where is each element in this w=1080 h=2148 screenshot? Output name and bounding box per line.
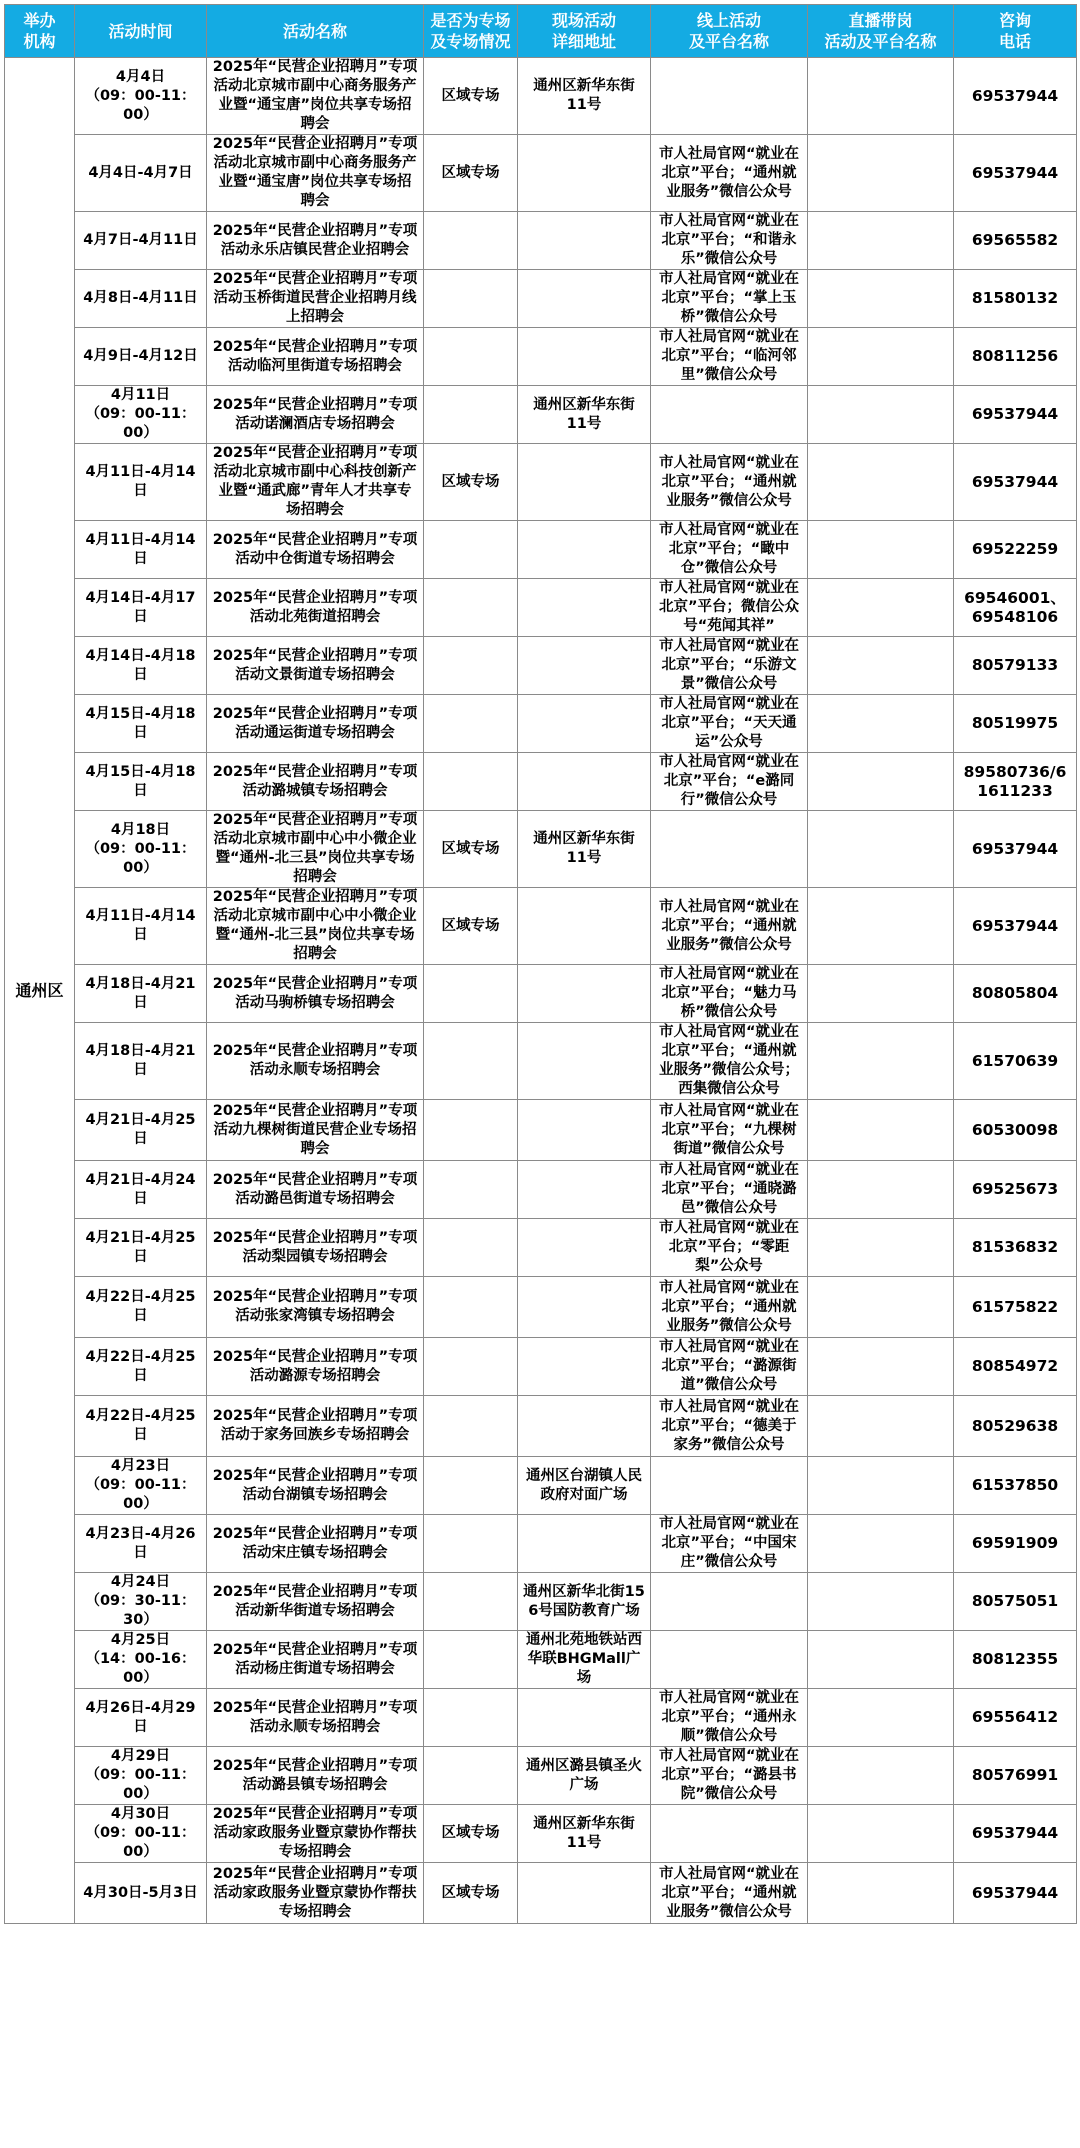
table-row — [5, 888, 1077, 965]
online-platform-cell: 市人社局官网“就业在北京”平台；“通州就业服务”微信公众号 — [651, 1277, 808, 1338]
event-time-cell: 4月23日-4月26日 — [75, 1515, 207, 1573]
special-type-cell — [424, 1396, 518, 1457]
live-platform-cell — [808, 1747, 954, 1805]
address-cell: 通州区新华北街156号国防教育广场 — [518, 1573, 651, 1631]
event-name-cell: 2025年“民营企业招聘月”专项活动永顺专场招聘会 — [207, 1689, 424, 1747]
phone-cell: 61570639 — [954, 1023, 1077, 1100]
header-online: 线上活动 及平台名称 — [651, 5, 808, 58]
table-row — [5, 1805, 1077, 1863]
phone-cell: 69537944 — [954, 1805, 1077, 1863]
event-name-cell: 2025年“民营企业招聘月”专项活动台湖镇专场招聘会 — [207, 1457, 424, 1515]
table-body — [5, 58, 1077, 1924]
live-platform-cell — [808, 58, 954, 135]
event-name-cell: 2025年“民营企业招聘月”专项活动杨庄街道专场招聘会 — [207, 1631, 424, 1689]
event-name-cell: 2025年“民营企业招聘月”专项活动文景街道专场招聘会 — [207, 637, 424, 695]
phone-cell: 89580736/61611233 — [954, 753, 1077, 811]
address-cell — [518, 270, 651, 328]
table-row — [5, 444, 1077, 521]
online-platform-cell: 市人社局官网“就业在北京”平台；“通晓潞邑”微信公众号 — [651, 1161, 808, 1219]
address-cell — [518, 1219, 651, 1277]
table-row — [5, 1100, 1077, 1161]
special-type-cell — [424, 753, 518, 811]
phone-cell: 69591909 — [954, 1515, 1077, 1573]
header-phone: 咨询 电话 — [954, 5, 1077, 58]
live-platform-cell — [808, 1219, 954, 1277]
special-type-cell — [424, 695, 518, 753]
special-type-cell — [424, 1338, 518, 1396]
event-time-cell: 4月23日 （09：00-11： 00） — [75, 1457, 207, 1515]
special-type-cell — [424, 212, 518, 270]
event-time-cell: 4月11日-4月14日 — [75, 888, 207, 965]
phone-cell: 69537944 — [954, 386, 1077, 444]
event-time-cell: 4月24日 （09：30-11： 30） — [75, 1573, 207, 1631]
online-platform-cell — [651, 1631, 808, 1689]
event-name-cell: 2025年“民营企业招聘月”专项活动家政服务业暨京蒙协作帮扶专场招聘会 — [207, 1863, 424, 1924]
special-type-cell: 区域专场 — [424, 444, 518, 521]
phone-cell: 69537944 — [954, 135, 1077, 212]
event-time-cell: 4月21日-4月25日 — [75, 1219, 207, 1277]
address-cell — [518, 328, 651, 386]
event-time-cell: 4月25日 （14：00-16： 00） — [75, 1631, 207, 1689]
online-platform-cell: 市人社局官网“就业在北京”平台；“e潞同行”微信公众号 — [651, 753, 808, 811]
live-platform-cell — [808, 135, 954, 212]
address-cell: 通州区台湖镇人民政府对面广场 — [518, 1457, 651, 1515]
table-row — [5, 1689, 1077, 1747]
event-name-cell: 2025年“民营企业招聘月”专项活动永顺专场招聘会 — [207, 1023, 424, 1100]
event-name-cell: 2025年“民营企业招聘月”专项活动新华街道专场招聘会 — [207, 1573, 424, 1631]
table-row — [5, 965, 1077, 1023]
event-name-cell: 2025年“民营企业招聘月”专项活动北京城市副中心科技创新产业暨“通武廊”青年人才共享专场招聘会 — [207, 444, 424, 521]
phone-cell: 69546001、69548106 — [954, 579, 1077, 637]
special-type-cell — [424, 579, 518, 637]
table-row — [5, 1219, 1077, 1277]
event-time-cell: 4月4日 （09：00-11： 00） — [75, 58, 207, 135]
special-type-cell — [424, 386, 518, 444]
address-cell — [518, 965, 651, 1023]
event-name-cell: 2025年“民营企业招聘月”专项活动于家务回族乡专场招聘会 — [207, 1396, 424, 1457]
special-type-cell — [424, 270, 518, 328]
phone-cell: 69537944 — [954, 444, 1077, 521]
online-platform-cell: 市人社局官网“就业在北京”平台；“和谐永乐”微信公众号 — [651, 212, 808, 270]
event-name-cell: 2025年“民营企业招聘月”专项活动梨园镇专场招聘会 — [207, 1219, 424, 1277]
phone-cell: 81536832 — [954, 1219, 1077, 1277]
phone-cell: 80519975 — [954, 695, 1077, 753]
table-row — [5, 521, 1077, 579]
online-platform-cell: 市人社局官网“就业在北京”平台；“通州永顺”微信公众号 — [651, 1689, 808, 1747]
special-type-cell: 区域专场 — [424, 888, 518, 965]
event-time-cell: 4月11日-4月14日 — [75, 521, 207, 579]
table-row — [5, 328, 1077, 386]
event-name-cell: 2025年“民营企业招聘月”专项活动永乐店镇民营企业招聘会 — [207, 212, 424, 270]
event-time-cell: 4月15日-4月18日 — [75, 753, 207, 811]
event-name-cell: 2025年“民营企业招聘月”专项活动北京城市副中心商务服务产业暨“通宝唐”岗位共享专场招聘会 — [207, 135, 424, 212]
phone-cell: 69556412 — [954, 1689, 1077, 1747]
online-platform-cell: 市人社局官网“就业在北京”平台；“魅力马桥”微信公众号 — [651, 965, 808, 1023]
phone-cell: 80805804 — [954, 965, 1077, 1023]
event-name-cell: 2025年“民营企业招聘月”专项活动张家湾镇专场招聘会 — [207, 1277, 424, 1338]
table-row — [5, 695, 1077, 753]
phone-cell: 80529638 — [954, 1396, 1077, 1457]
address-cell — [518, 1515, 651, 1573]
live-platform-cell — [808, 1573, 954, 1631]
table-row — [5, 1396, 1077, 1457]
special-type-cell — [424, 1457, 518, 1515]
special-type-cell: 区域专场 — [424, 58, 518, 135]
online-platform-cell: 市人社局官网“就业在北京”平台；“通州就业服务”微信公众号 — [651, 444, 808, 521]
address-cell — [518, 1161, 651, 1219]
online-platform-cell: 市人社局官网“就业在北京”平台；“通州就业服务”微信公众号 — [651, 1863, 808, 1924]
event-time-cell: 4月22日-4月25日 — [75, 1396, 207, 1457]
phone-cell: 69537944 — [954, 888, 1077, 965]
address-cell — [518, 888, 651, 965]
event-time-cell: 4月22日-4月25日 — [75, 1338, 207, 1396]
phone-cell: 69537944 — [954, 1863, 1077, 1924]
header-address: 现场活动 详细地址 — [518, 5, 651, 58]
address-cell — [518, 444, 651, 521]
special-type-cell — [424, 965, 518, 1023]
event-name-cell: 2025年“民营企业招聘月”专项活动诺澜酒店专场招聘会 — [207, 386, 424, 444]
live-platform-cell — [808, 1631, 954, 1689]
special-type-cell — [424, 328, 518, 386]
live-platform-cell — [808, 328, 954, 386]
event-name-cell: 2025年“民营企业招聘月”专项活动潞城镇专场招聘会 — [207, 753, 424, 811]
live-platform-cell — [808, 888, 954, 965]
online-platform-cell: 市人社局官网“就业在北京”平台；“通州就业服务”微信公众号 — [651, 135, 808, 212]
online-platform-cell: 市人社局官网“就业在北京”平台；微信公众号“苑闻其祥” — [651, 579, 808, 637]
live-platform-cell — [808, 521, 954, 579]
phone-cell: 80812355 — [954, 1631, 1077, 1689]
table-row — [5, 1161, 1077, 1219]
phone-cell: 61575822 — [954, 1277, 1077, 1338]
live-platform-cell — [808, 212, 954, 270]
live-platform-cell — [808, 1805, 954, 1863]
special-type-cell — [424, 1631, 518, 1689]
organizer-cell: 通州区 — [5, 58, 75, 1924]
special-type-cell: 区域专场 — [424, 1805, 518, 1863]
online-platform-cell — [651, 1805, 808, 1863]
event-table — [4, 4, 1077, 1924]
phone-cell: 61537850 — [954, 1457, 1077, 1515]
table-row — [5, 1515, 1077, 1573]
special-type-cell — [424, 637, 518, 695]
header-special: 是否为专场 及专场情况 — [424, 5, 518, 58]
event-name-cell: 2025年“民营企业招聘月”专项活动北京城市副中心商务服务产业暨“通宝唐”岗位共享专场招聘会 — [207, 58, 424, 135]
special-type-cell — [424, 1277, 518, 1338]
online-platform-cell — [651, 386, 808, 444]
special-type-cell — [424, 521, 518, 579]
event-name-cell: 2025年“民营企业招聘月”专项活动马驹桥镇专场招聘会 — [207, 965, 424, 1023]
event-time-cell: 4月14日-4月18日 — [75, 637, 207, 695]
address-cell: 通州区新华东街 11号 — [518, 58, 651, 135]
live-platform-cell — [808, 1161, 954, 1219]
event-time-cell: 4月21日-4月25日 — [75, 1100, 207, 1161]
online-platform-cell: 市人社局官网“就业在北京”平台；“掌上玉桥”微信公众号 — [651, 270, 808, 328]
event-name-cell: 2025年“民营企业招聘月”专项活动临河里街道专场招聘会 — [207, 328, 424, 386]
table-row — [5, 1457, 1077, 1515]
live-platform-cell — [808, 637, 954, 695]
online-platform-cell: 市人社局官网“就业在北京”平台；“天天通运”公众号 — [651, 695, 808, 753]
online-platform-cell — [651, 1457, 808, 1515]
event-time-cell: 4月7日-4月11日 — [75, 212, 207, 270]
table-row — [5, 1338, 1077, 1396]
event-time-cell: 4月30日-5月3日 — [75, 1863, 207, 1924]
live-platform-cell — [808, 386, 954, 444]
table-row — [5, 1863, 1077, 1924]
live-platform-cell — [808, 579, 954, 637]
event-time-cell: 4月30日 （09：00-11： 00） — [75, 1805, 207, 1863]
live-platform-cell — [808, 270, 954, 328]
special-type-cell — [424, 1689, 518, 1747]
event-name-cell: 2025年“民营企业招聘月”专项活动潞邑街道专场招聘会 — [207, 1161, 424, 1219]
special-type-cell — [424, 1515, 518, 1573]
table-row — [5, 1277, 1077, 1338]
phone-cell: 80811256 — [954, 328, 1077, 386]
event-time-cell: 4月22日-4月25日 — [75, 1277, 207, 1338]
event-time-cell: 4月4日-4月7日 — [75, 135, 207, 212]
table-row — [5, 135, 1077, 212]
event-time-cell: 4月18日-4月21日 — [75, 965, 207, 1023]
header-organizer: 举办 机构 — [5, 5, 75, 58]
table-row — [5, 1631, 1077, 1689]
online-platform-cell: 市人社局官网“就业在北京”平台；“中国宋庄”微信公众号 — [651, 1515, 808, 1573]
phone-cell: 69525673 — [954, 1161, 1077, 1219]
live-platform-cell — [808, 695, 954, 753]
live-platform-cell — [808, 1689, 954, 1747]
special-type-cell — [424, 1100, 518, 1161]
address-cell — [518, 1338, 651, 1396]
event-name-cell: 2025年“民营企业招聘月”专项活动家政服务业暨京蒙协作帮扶专场招聘会 — [207, 1805, 424, 1863]
table-row — [5, 386, 1077, 444]
live-platform-cell — [808, 1100, 954, 1161]
online-platform-cell: 市人社局官网“就业在北京”平台；“零距梨”公众号 — [651, 1219, 808, 1277]
live-platform-cell — [808, 811, 954, 888]
event-time-cell: 4月21日-4月24日 — [75, 1161, 207, 1219]
phone-cell: 69565582 — [954, 212, 1077, 270]
address-cell: 通州区潞县镇圣火广场 — [518, 1747, 651, 1805]
special-type-cell: 区域专场 — [424, 1863, 518, 1924]
address-cell — [518, 1023, 651, 1100]
phone-cell: 60530098 — [954, 1100, 1077, 1161]
event-name-cell: 2025年“民营企业招聘月”专项活动潞县镇专场招聘会 — [207, 1747, 424, 1805]
live-platform-cell — [808, 1457, 954, 1515]
event-time-cell: 4月26日-4月29日 — [75, 1689, 207, 1747]
special-type-cell — [424, 1747, 518, 1805]
event-name-cell: 2025年“民营企业招聘月”专项活动北京城市副中心中小微企业暨“通州-北三县”岗位共享专场招聘会 — [207, 888, 424, 965]
online-platform-cell: 市人社局官网“就业在北京”平台；“九棵树街道”微信公众号 — [651, 1100, 808, 1161]
address-cell — [518, 1689, 651, 1747]
table-row — [5, 1747, 1077, 1805]
phone-cell: 80575051 — [954, 1573, 1077, 1631]
online-platform-cell: 市人社局官网“就业在北京”平台；“临河邻里”微信公众号 — [651, 328, 808, 386]
live-platform-cell — [808, 1023, 954, 1100]
event-time-cell: 4月9日-4月12日 — [75, 328, 207, 386]
event-name-cell: 2025年“民营企业招聘月”专项活动北京城市副中心中小微企业暨“通州-北三县”岗位共享专场招聘会 — [207, 811, 424, 888]
address-cell — [518, 695, 651, 753]
special-type-cell — [424, 1023, 518, 1100]
live-platform-cell — [808, 444, 954, 521]
address-cell — [518, 1277, 651, 1338]
address-cell — [518, 521, 651, 579]
table-row — [5, 637, 1077, 695]
online-platform-cell — [651, 58, 808, 135]
header-time: 活动时间 — [75, 5, 207, 58]
event-name-cell: 2025年“民营企业招聘月”专项活动九棵树街道民营企业专场招聘会 — [207, 1100, 424, 1161]
table-row — [5, 1023, 1077, 1100]
address-cell — [518, 637, 651, 695]
table-row — [5, 811, 1077, 888]
address-cell — [518, 212, 651, 270]
event-table-container — [4, 4, 1076, 1924]
event-time-cell: 4月18日-4月21日 — [75, 1023, 207, 1100]
live-platform-cell — [808, 965, 954, 1023]
table-row — [5, 1573, 1077, 1631]
special-type-cell — [424, 1161, 518, 1219]
event-time-cell: 4月8日-4月11日 — [75, 270, 207, 328]
event-name-cell: 2025年“民营企业招聘月”专项活动潞源专场招聘会 — [207, 1338, 424, 1396]
online-platform-cell: 市人社局官网“就业在北京”平台；“通州就业服务”微信公众号；西集微信公众号 — [651, 1023, 808, 1100]
event-time-cell: 4月11日-4月14日 — [75, 444, 207, 521]
address-cell — [518, 1863, 651, 1924]
phone-cell: 80579133 — [954, 637, 1077, 695]
online-platform-cell: 市人社局官网“就业在北京”平台；“通州就业服务”微信公众号 — [651, 888, 808, 965]
online-platform-cell — [651, 1573, 808, 1631]
event-name-cell: 2025年“民营企业招聘月”专项活动玉桥街道民营企业招聘月线上招聘会 — [207, 270, 424, 328]
event-time-cell: 4月29日 （09：00-11： 00） — [75, 1747, 207, 1805]
table-row — [5, 753, 1077, 811]
event-name-cell: 2025年“民营企业招聘月”专项活动宋庄镇专场招聘会 — [207, 1515, 424, 1573]
special-type-cell: 区域专场 — [424, 135, 518, 212]
address-cell: 通州北苑地铁站西华联BHGMall广场 — [518, 1631, 651, 1689]
online-platform-cell: 市人社局官网“就业在北京”平台；“瞰中仓”微信公众号 — [651, 521, 808, 579]
phone-cell: 81580132 — [954, 270, 1077, 328]
live-platform-cell — [808, 1338, 954, 1396]
phone-cell: 80854972 — [954, 1338, 1077, 1396]
event-name-cell: 2025年“民营企业招聘月”专项活动北苑街道招聘会 — [207, 579, 424, 637]
phone-cell: 69522259 — [954, 521, 1077, 579]
event-time-cell: 4月14日-4月17日 — [75, 579, 207, 637]
phone-cell: 80576991 — [954, 1747, 1077, 1805]
live-platform-cell — [808, 1396, 954, 1457]
address-cell: 通州区新华东街 11号 — [518, 811, 651, 888]
table-row — [5, 270, 1077, 328]
phone-cell: 69537944 — [954, 58, 1077, 135]
address-cell — [518, 579, 651, 637]
live-platform-cell — [808, 1515, 954, 1573]
online-platform-cell: 市人社局官网“就业在北京”平台；“潞县书院”微信公众号 — [651, 1747, 808, 1805]
live-platform-cell — [808, 1277, 954, 1338]
special-type-cell — [424, 1219, 518, 1277]
header-row — [5, 5, 1077, 58]
address-cell — [518, 1100, 651, 1161]
online-platform-cell: 市人社局官网“就业在北京”平台；“乐游文景”微信公众号 — [651, 637, 808, 695]
special-type-cell: 区域专场 — [424, 811, 518, 888]
address-cell — [518, 753, 651, 811]
table-row — [5, 212, 1077, 270]
phone-cell: 69537944 — [954, 811, 1077, 888]
table-row — [5, 58, 1077, 135]
address-cell — [518, 135, 651, 212]
live-platform-cell — [808, 1863, 954, 1924]
address-cell: 通州区新华东街 11号 — [518, 386, 651, 444]
address-cell — [518, 1396, 651, 1457]
online-platform-cell: 市人社局官网“就业在北京”平台；“德美于家务”微信公众号 — [651, 1396, 808, 1457]
event-time-cell: 4月11日 （09：00-11： 00） — [75, 386, 207, 444]
address-cell: 通州区新华东街 11号 — [518, 1805, 651, 1863]
header-live: 直播带岗 活动及平台名称 — [808, 5, 954, 58]
special-type-cell — [424, 1573, 518, 1631]
event-time-cell: 4月15日-4月18日 — [75, 695, 207, 753]
event-name-cell: 2025年“民营企业招聘月”专项活动中仓街道专场招聘会 — [207, 521, 424, 579]
online-platform-cell: 市人社局官网“就业在北京”平台；“潞源街道”微信公众号 — [651, 1338, 808, 1396]
table-row — [5, 579, 1077, 637]
header-name: 活动名称 — [207, 5, 424, 58]
online-platform-cell — [651, 811, 808, 888]
live-platform-cell — [808, 753, 954, 811]
event-name-cell: 2025年“民营企业招聘月”专项活动通运街道专场招聘会 — [207, 695, 424, 753]
event-time-cell: 4月18日 （09：00-11： 00） — [75, 811, 207, 888]
